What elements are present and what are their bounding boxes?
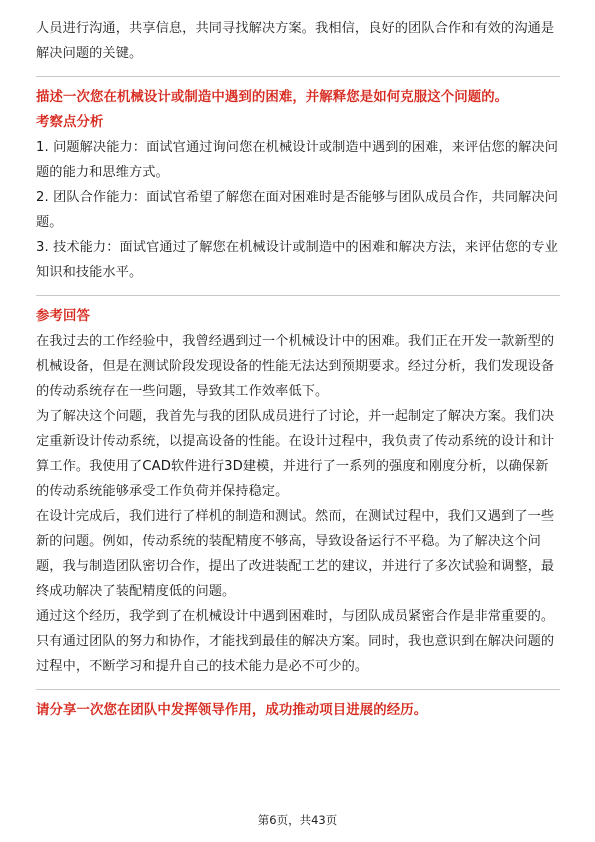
section-divider xyxy=(36,76,560,77)
question-title: 请分享一次您在团队中发挥领导作用，成功推动项目进展的经历。 xyxy=(36,703,428,718)
analysis-heading: 考察点分析 xyxy=(36,115,104,130)
analysis-point: 2. 团队合作能力：面试官希望了解您在面对困难时是否能够与团队成员合作，共同解决问题。 xyxy=(36,190,558,230)
section-divider xyxy=(36,295,560,296)
answer-paragraph: 通过这个经历，我学到了在机械设计中遇到困难时，与团队成员紧密合作是非常重要的。只有通过团队的努力和协作，才能找到最佳的解决方案。同时，我也意识到在解决问题的过程中，不断学习和提升自己的技术能力是必不可少的。 xyxy=(36,609,555,674)
question-title: 描述一次您在机械设计或制造中遇到的困难，并解释您是如何克服这个问题的。 xyxy=(36,90,509,105)
page-number: 第6页，共43页 xyxy=(257,813,338,827)
answer-paragraph: 为了解决这个问题，我首先与我的团队成员进行了讨论，并一起制定了解决方案。我们决定重新设计传动系统，以提高设备的性能。在设计过程中，我负责了传动系统的设计和计算工作。我使用了CAD软件进行3D建模，并进行了一系列的强度和刚度分析，以确保新的传动系统能够承受工作负荷并保持稳定。 xyxy=(36,409,555,499)
analysis-point: 1. 问题解决能力：面试官通过询问您在机械设计或制造中遇到的困难，来评估您的解决问题的能力和思维方式。 xyxy=(36,140,558,180)
analysis-point: 3. 技术能力：面试官通过了解您在机械设计或制造中的困难和解决方法，来评估您的专业知识和技能水平。 xyxy=(36,240,558,280)
answer-paragraph: 在我过去的工作经验中，我曾经遇到过一个机械设计中的困难。我们正在开发一款新型的机械设备，但是在测试阶段发现设备的性能无法达到预期要求。经过分析，我们发现设备的传动系统存在一些问题，导致其工作效率低下。 xyxy=(36,334,555,399)
answer-heading: 参考回答 xyxy=(36,309,90,324)
answer-paragraph: 在设计完成后，我们进行了样机的制造和测试。然而，在测试过程中，我们又遇到了一些新的问题。例如，传动系统的装配精度不够高，导致设备运行不平稳。为了解决这个问题，我与制造团队密切合作，提出了改进装配工艺的建议，并进行了多次试验和调整，最终成功解决了装配精度低的问题。 xyxy=(36,509,555,599)
page-content xyxy=(36,16,560,723)
section-divider xyxy=(36,689,560,690)
intro-paragraph: 人员进行沟通，共享信息，共同寻找解决方案。我相信，良好的团队合作和有效的沟通是解决问题的关键。 xyxy=(36,21,555,61)
